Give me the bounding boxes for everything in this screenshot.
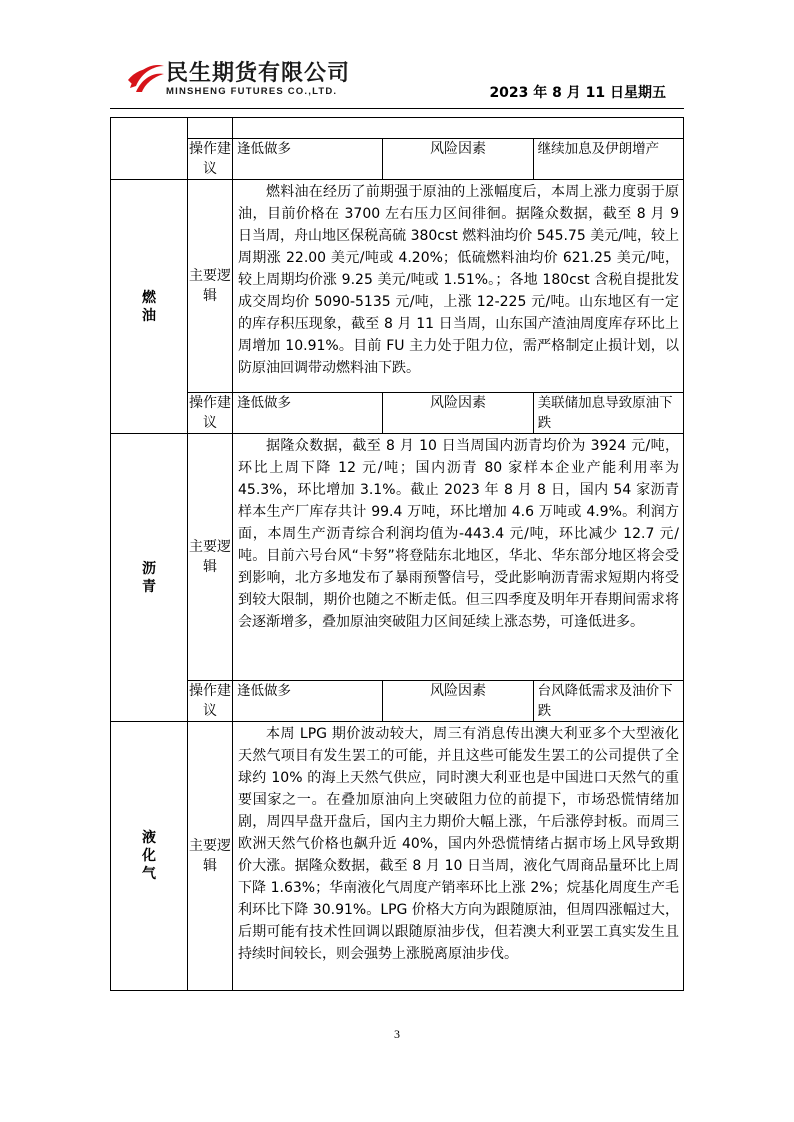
empty-content-cell <box>233 118 684 139</box>
page-number: 3 <box>394 1027 400 1041</box>
logic-paragraph: 本周 LPG 期价波动较大，周三有消息传出澳大利亚多个大型液化天然气项目有发生罢工的可能，并且这些可能发生罢工的公司提供了全球约 10% 的海上天然气供应，同时澳大利亚也是中国进口天然气的重要国家之一。在叠加原油向上突破阻力位的前提下，市场恐慌情绪加剧，周四早盘开盘后，国内主力期价大幅上涨，午后涨停封板。而周三欧洲天然气价格也飙升近 40%，国内外恐慌情绪占据市场上风导致期价大涨。据隆众数据，截至 8 月 10 日当周，液化气周商品量环比上周下降 1.63%；华南液化气周度产销率环比上涨 2%；烷基化周度生产毛利环比下降 30.91%。LPG 价格大方向为跟随原油，但周四涨幅过大，后期可能有技术性回调以跟随原油步伐，但若澳大利亚罢工真实发生且持续时间较长，则会强势上涨脱离原油步伐。 <box>238 726 679 962</box>
empty-label-cell <box>188 118 233 139</box>
risk-factor: 台风降低需求及油价下跌 <box>533 681 683 722</box>
category-name: 燃油 <box>142 289 156 324</box>
header-divider <box>110 108 684 109</box>
logic-text <box>233 180 684 393</box>
company-logo <box>126 56 366 104</box>
risk-label: 风险因素 <box>383 139 533 180</box>
operation-label: 操作建议 <box>188 139 233 180</box>
minsheng-logo-icon <box>126 58 166 98</box>
category-name: 液化气 <box>142 830 156 882</box>
company-name-en: MINSHENG FUTURES CO.,LTD. <box>166 86 338 97</box>
operation-label: 操作建议 <box>188 681 233 722</box>
table-row <box>111 681 684 722</box>
logic-label: 主要逻辑 <box>188 434 233 681</box>
risk-label: 风险因素 <box>383 393 533 434</box>
company-name-cn: 民生期货有限公司 <box>166 61 351 86</box>
table-row <box>111 180 684 393</box>
logic-paragraph: 据隆众数据，截至 8 月 10 日当周国内沥青均价为 3924 元/吨，环比上周下降 12 元/吨；国内沥青 80 家样本企业产能利用率为 45.3%，环比增加 3.1%。截止 2023 年 8 月 8 日，国内 54 家沥青样本生产厂库存共计 99.4 万吨，环比增加 4.6 万吨或 4.9%。利润方面，本周生产沥青综合利润均值为-443.4 元/吨，环比减少 12.7 元/吨。目前六号台风“卡努”将登陆东北地区，华北、华东部分地区将会受到影响，北方多地发布了暴雨预警信号，受此影响沥青需求短期内将受到较大限制，期价也随之不断走低。但三四季度及明年开春期间需求将会逐渐增多，叠加原油突破阻力区间延续上涨态势，可逢低进多。 <box>238 438 679 630</box>
operation-advice: 逢低做多 <box>233 393 383 434</box>
operation-advice: 逢低做多 <box>233 139 383 180</box>
operation-advice: 逢低做多 <box>233 681 383 722</box>
risk-factor: 继续加息及伊朗增产 <box>533 139 683 180</box>
category-cell <box>111 180 188 434</box>
category-cell <box>111 118 188 180</box>
table-row <box>111 393 684 434</box>
page-header <box>0 0 794 110</box>
logic-text <box>233 722 684 991</box>
risk-factor: 美联储加息导致原油下跌 <box>533 393 683 434</box>
operation-label: 操作建议 <box>188 393 233 434</box>
table-row <box>111 139 684 180</box>
risk-label: 风险因素 <box>383 681 533 722</box>
category-cell <box>111 722 188 991</box>
category-cell <box>111 434 188 722</box>
table-row <box>111 434 684 681</box>
commodity-table <box>110 117 684 991</box>
table-row <box>111 722 684 991</box>
logic-paragraph: 燃料油在经历了前期强于原油的上涨幅度后，本周上涨力度弱于原油，目前价格在 3700 左右压力区间徘徊。据隆众数据，截至 8 月 9 日当周，舟山地区保税高硫 380cst 燃料油均价 545.75 美元/吨，较上周期涨 22.00 美元/吨或 4.20%；低硫燃料油均价 621.25 美元/吨，较上周期均价涨 9.25 美元/吨或 1.51%。；各地 180cst 含税自提批发成交周均价 5090-5135 元/吨，上涨 12-225 元/吨。山东地区有一定的库存积压现象，截至 8 月 11 日当周，山东国产渣油周度库存环比上周增加 10.91%。目前 FU 主力处于阻力位，需严格制定止损计划，以防原油回调带动燃料油下跌。 <box>238 184 679 376</box>
logic-label: 主要逻辑 <box>188 180 233 393</box>
report-date: 2023 年 8 月 11 日星期五 <box>489 85 666 101</box>
logic-label: 主要逻辑 <box>188 722 233 991</box>
table-row <box>111 118 684 139</box>
logic-text <box>233 434 684 681</box>
category-name: 沥青 <box>142 560 156 595</box>
